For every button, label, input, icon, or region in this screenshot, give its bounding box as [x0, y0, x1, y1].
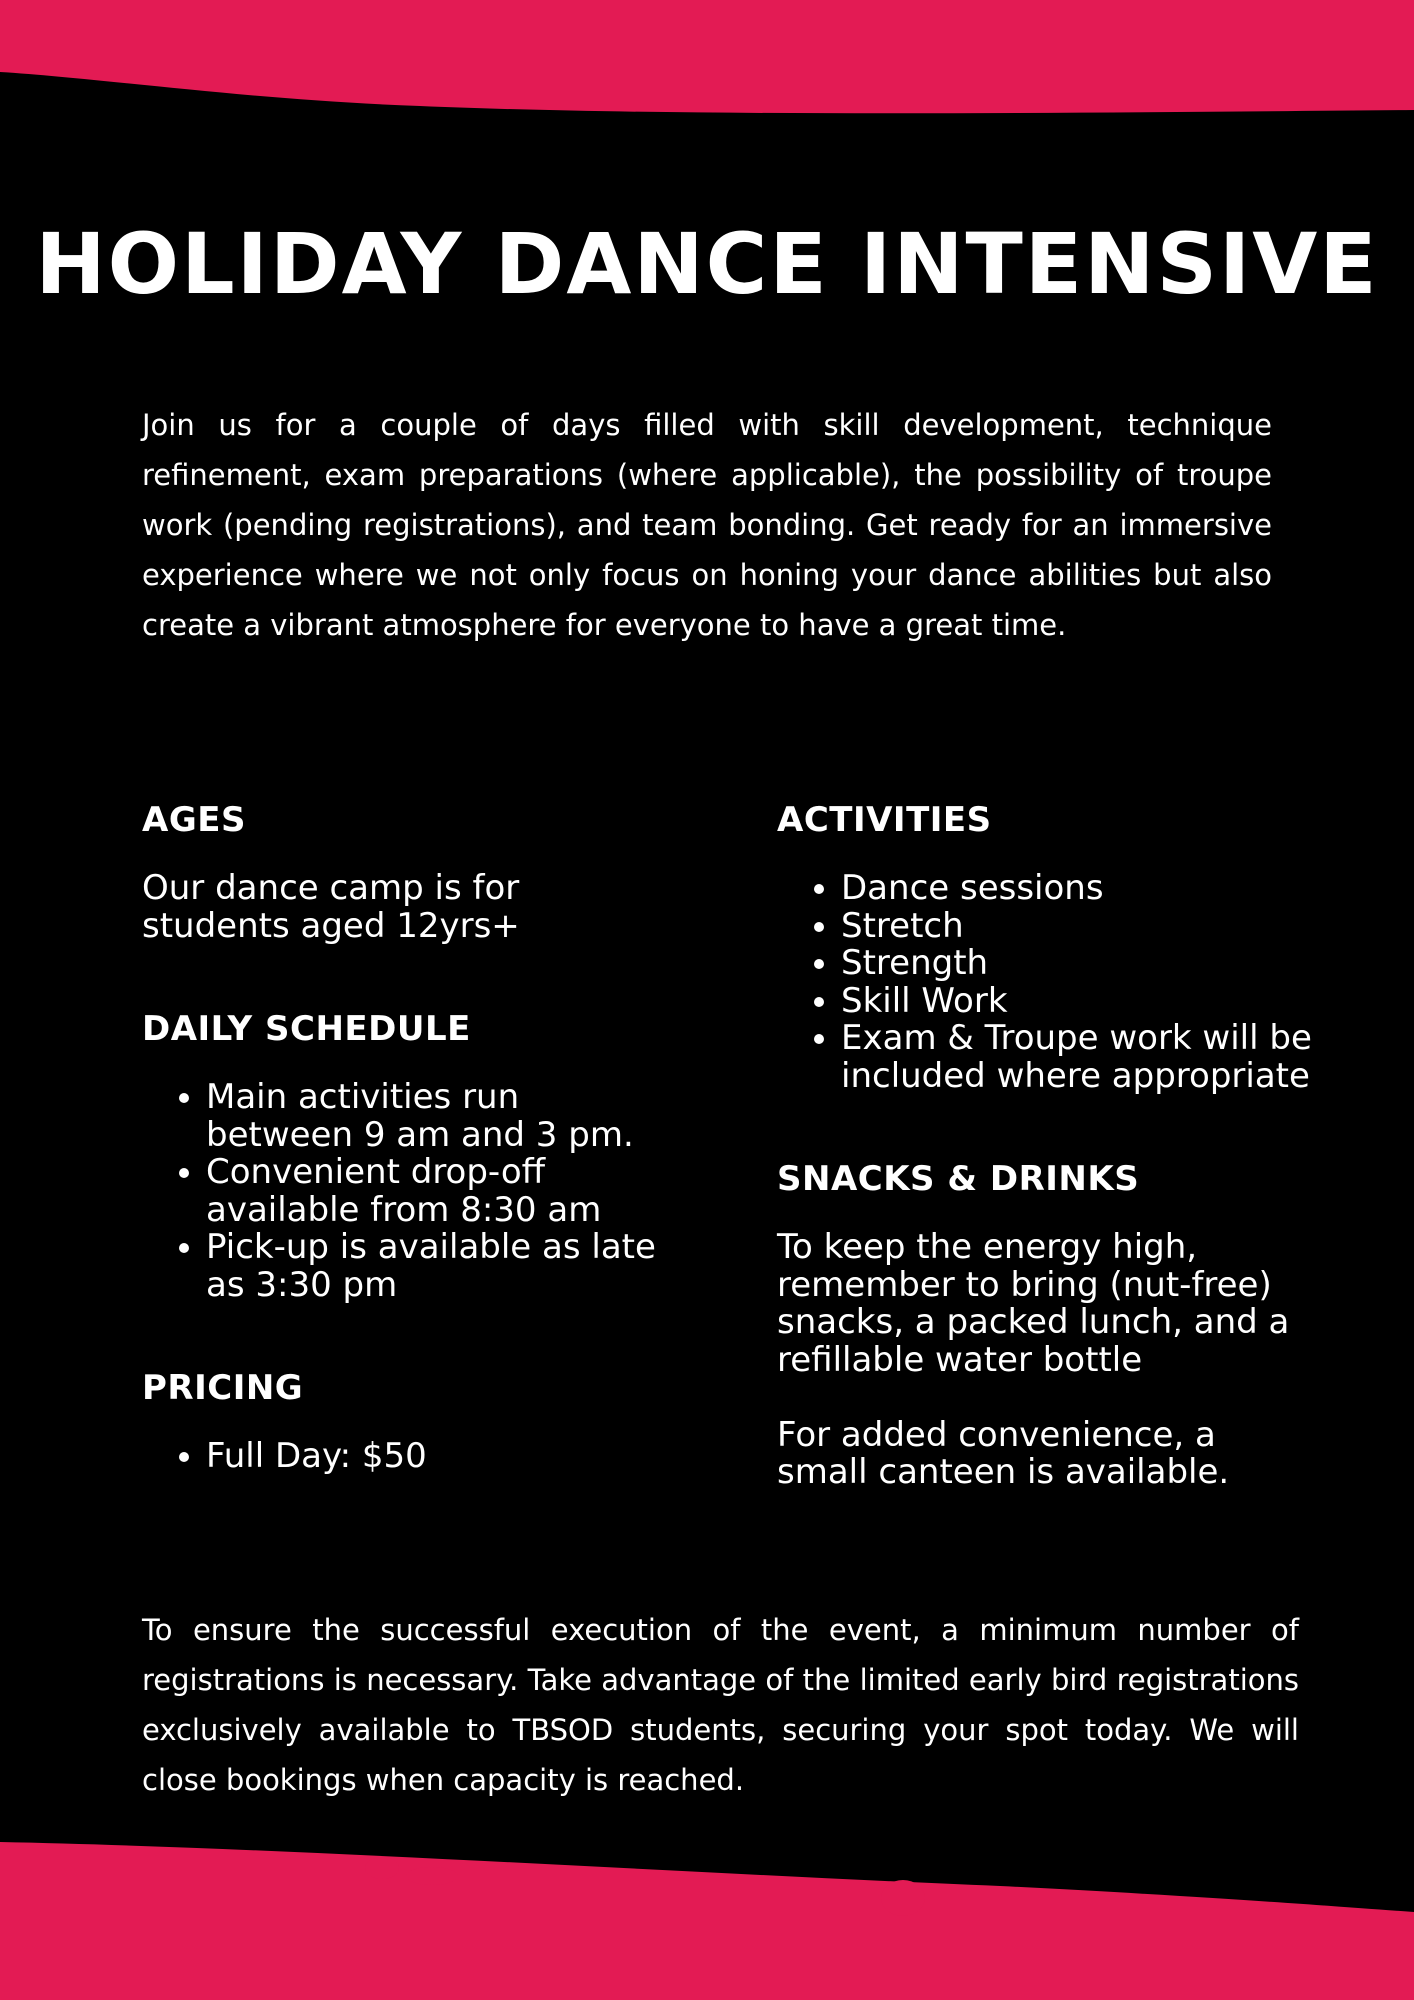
activity-item: • Skill Work — [841, 983, 1317, 1021]
snacks-paragraph: For added convenience, a small canteen is available. — [777, 1414, 1230, 1492]
snacks-heading: SNACKS & DRINKS — [777, 1159, 1140, 1199]
snacks-section — [777, 1157, 1317, 1492]
pricing-section — [142, 1366, 662, 1476]
schedule-section — [142, 1007, 662, 1304]
ages-heading: AGES — [142, 800, 246, 840]
page-title: HOLIDAY DANCE INTENSIVE — [35, 215, 1379, 313]
bottom-accent-band — [0, 1840, 1414, 2000]
right-column — [777, 798, 1317, 1492]
activities-heading: ACTIVITIES — [777, 800, 992, 840]
intro-paragraph: Join us for a couple of days filled with skill development, technique refinement, exam preparations (where applicable), the possibility of troupe work (pending registrations), and team bonding. Get ready for an immersive experience where we not only focus on honing your dance abilities but also create a vibrant atmosphere for everyone to have a great time. — [142, 408, 1272, 642]
outro-paragraph: To ensure the successful execution of the event, a minimum number of registrations is necessary. Take advantage of the limited early bird registrations exclusively available to TBSOD students, securing your spot today. We will close bookings when capacity is reached. — [142, 1613, 1299, 1797]
top-accent-band — [0, 0, 1414, 120]
pricing-item: • Full Day: $50 — [206, 1438, 662, 1476]
activity-item: • Exam & Troupe work will be included where appropriate — [841, 1020, 1317, 1095]
schedule-item: • Convenient drop-off available from 8:30 am — [206, 1154, 662, 1229]
pricing-heading: PRICING — [142, 1368, 304, 1408]
activity-item: • Stretch — [841, 908, 1317, 946]
ages-section — [142, 798, 662, 945]
activity-item: • Dance sessions — [841, 870, 1317, 908]
activities-list — [777, 870, 1317, 1095]
schedule-heading: DAILY SCHEDULE — [142, 1009, 471, 1049]
schedule-item: • Pick-up is available as late as 3:30 pm — [206, 1229, 662, 1304]
pricing-list — [142, 1438, 662, 1476]
activities-section — [777, 798, 1317, 1095]
schedule-list — [142, 1079, 662, 1304]
schedule-item: • Main activities run between 9 am and 3 pm. — [206, 1079, 662, 1154]
ages-text: Our dance camp is for students aged 12yrs+ — [142, 868, 520, 946]
left-column — [142, 798, 662, 1476]
activity-item: • Strength — [841, 945, 1317, 983]
snacks-paragraph: To keep the energy high, remember to bring (nut-free) snacks, a packed lunch, and a refillable water bottle — [777, 1227, 1290, 1380]
